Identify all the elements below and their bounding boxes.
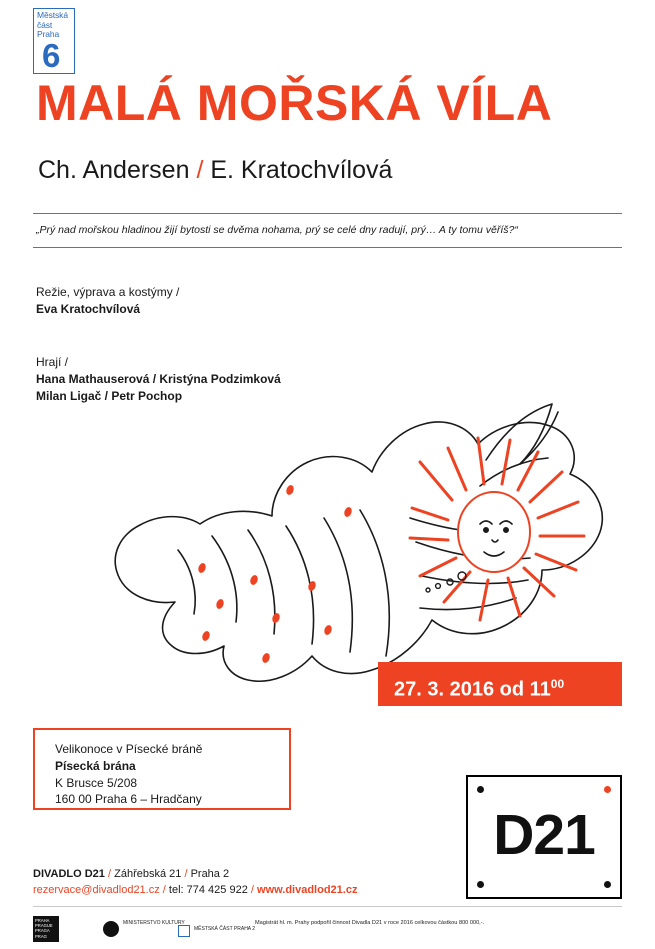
prague-district-logo [33, 8, 75, 74]
credits-direction-label: Režie, výprava a kostýmy / [36, 285, 180, 299]
logo-corner-dot-top-left [477, 786, 484, 793]
footer-contact [33, 866, 433, 898]
prague-city-logo: PRAHA PRAGUE PRAGA PRAG [33, 916, 59, 942]
footer-street: Záhřebská 21 [114, 868, 182, 880]
date-badge-minutes: 00 [550, 677, 565, 691]
city-district-logo [178, 926, 255, 933]
sponsors-row [33, 914, 622, 946]
footer-separator-3: / [162, 884, 166, 896]
footer-address-line [33, 866, 433, 882]
credits-direction-value: Eva Kratochvílová [36, 302, 141, 316]
footer-city: Praha 2 [190, 868, 230, 880]
footer-phone: tel: 774 425 922 [168, 884, 248, 896]
city-district-square-icon [178, 925, 190, 937]
venue-street: K Brusce 5/208 [55, 776, 138, 790]
date-badge-text: 27. 3. 2016 od $11^{00}$ [394, 677, 565, 701]
footer-theatre-name: DIVADLO D21 [33, 868, 105, 880]
credits-cast-line-1: Hana Mathauserová / Kristýna Podzimková [36, 372, 281, 386]
city-district-label: MĚSTSKÁ ČÁST PRAHA 2 [194, 926, 256, 932]
footer-email[interactable]: rezervace@divadlod21.cz [33, 884, 160, 896]
ministry-seal-icon [103, 921, 119, 937]
footer-website[interactable]: www.divadlod21.cz [257, 884, 358, 896]
logo-corner-dot-bottom-right [604, 881, 611, 888]
page-title: MALÁ MOŘSKÁ VÍLA [36, 75, 553, 131]
ministry-of-culture-logo [103, 920, 185, 938]
authors-line [38, 155, 392, 185]
footer-divider [33, 906, 622, 907]
logo-corner-dot-bottom-left [477, 881, 484, 888]
d21-logo-text: D21 [493, 803, 595, 867]
quote-rule-bottom [33, 247, 622, 248]
venue-event-name: Velikonoce v Písecké bráně [55, 742, 203, 756]
footer-contact-line [33, 882, 433, 898]
author-secondary: E. Kratochvílová [210, 156, 393, 184]
credits-direction [36, 284, 179, 318]
ministry-of-culture-label: MINISTERSTVO KULTURY [123, 920, 185, 926]
venue-box [33, 728, 291, 810]
district-logo-text: Městská část Praha [37, 10, 68, 39]
logo-corner-dot-top-right [604, 786, 611, 793]
venue-city: 160 00 Praha 6 – Hradčany [55, 792, 202, 806]
author-primary: Ch. Andersen [38, 156, 190, 184]
sponsor-note: Magistrát hl. m. Prahy podpořil činnost Divadla D21 v roce 2016 celkovou částkou 800 000,-. [255, 920, 485, 926]
district-number: 6 [42, 37, 61, 74]
authors-separator: / [196, 156, 204, 184]
footer-separator-1: / [107, 868, 112, 880]
credits-cast-line-2: Milan Ligač / Petr Pochop [36, 389, 183, 403]
footer-separator-2: / [184, 868, 188, 880]
footer-separator-4: / [250, 884, 254, 896]
venue-name: Písecká brána [55, 759, 136, 773]
credits-cast-label: Hrají / [36, 355, 69, 369]
d21-logo [466, 775, 622, 899]
quote-text: „Prý nad mořskou hladinou žijí bytosti se dvěma nohama, prý se celé dny radují, prý… A ty tomu věříš?“ [36, 224, 518, 236]
quote-rule-top [33, 213, 622, 214]
date-badge [378, 662, 622, 706]
